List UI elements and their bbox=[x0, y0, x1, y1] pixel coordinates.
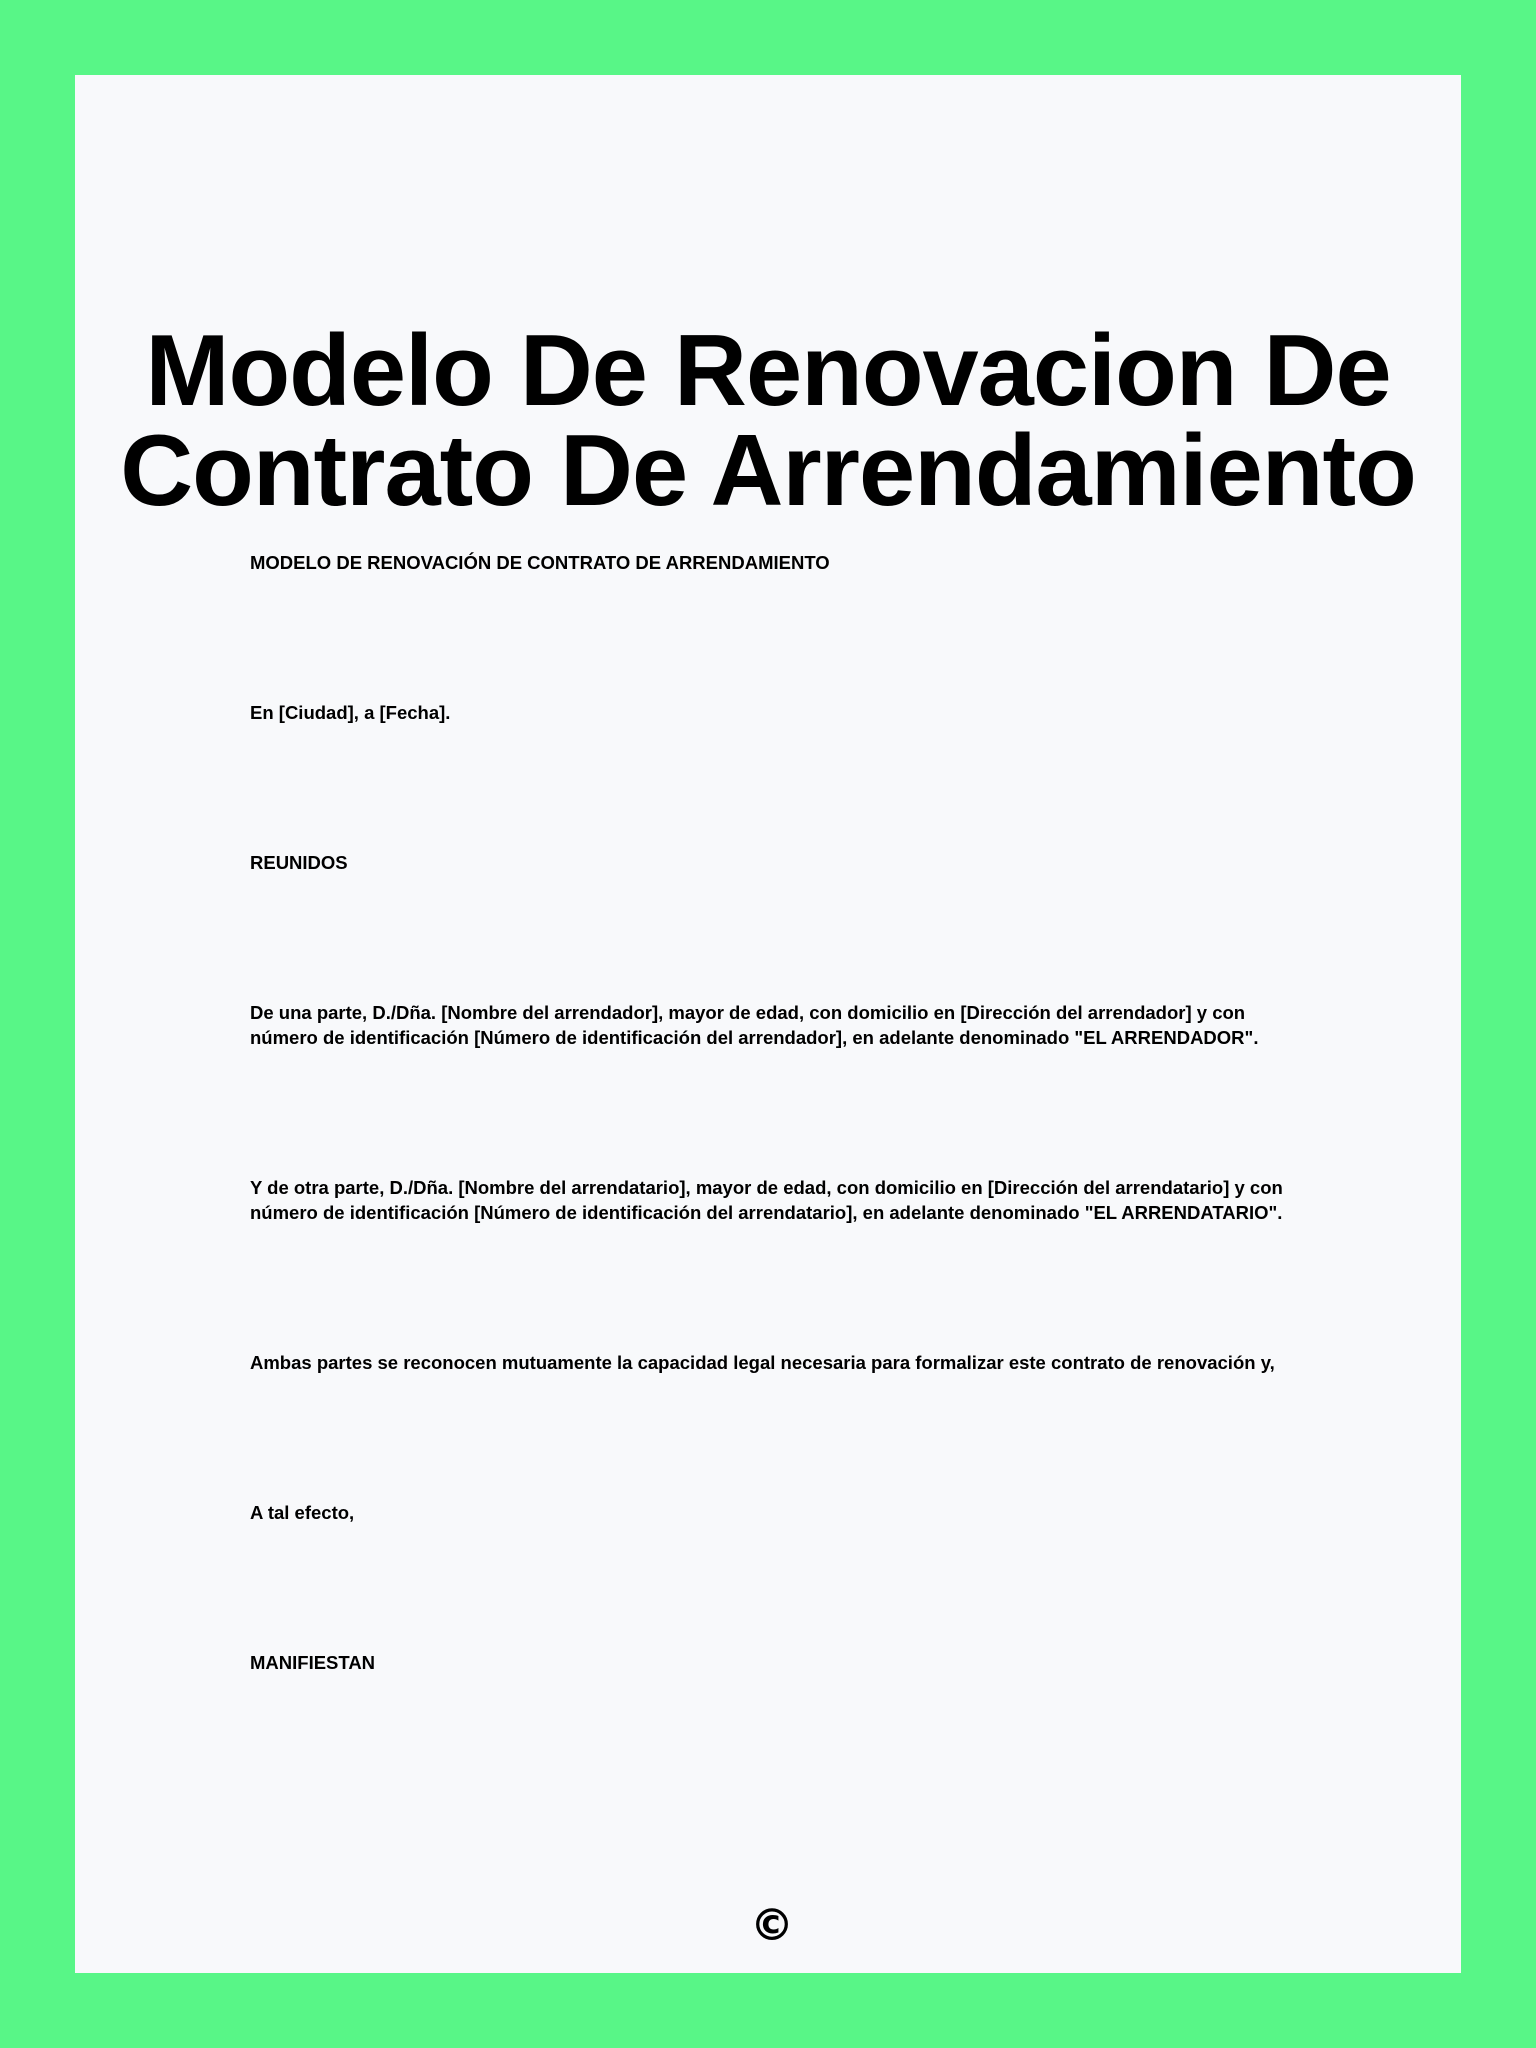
paragraph-arrendatario: Y de otra parte, D./Dña. [Nombre del arrendatario], mayor de edad, con domicilio en [Dirección del arrendatario] y con número de identificación [Número de identificación del arrendatario], en adelante denominado "EL ARRENDATARIO". bbox=[250, 1177, 1283, 1223]
paragraph-capacidad: Ambas partes se reconocen mutuamente la capacidad legal necesaria para formalizar este contrato de renovación y, bbox=[250, 1352, 1275, 1373]
document-body bbox=[250, 550, 1295, 1800]
document-page bbox=[75, 75, 1461, 1973]
paragraph-arrendador: De una parte, D./Dña. [Nombre del arrendador], mayor de edad, con domicilio en [Dirección del arrendador] y con número de identificación [Número de identificación del arrendador], en adelante denominado "EL ARRENDADOR". bbox=[250, 1002, 1259, 1048]
document-title-line-1: Modelo De Renovacion De bbox=[145, 315, 1391, 427]
document-title bbox=[75, 315, 1461, 527]
paragraph-manifiestan: MANIFIESTAN bbox=[250, 1652, 376, 1673]
paragraph-reunidos: REUNIDOS bbox=[250, 852, 348, 873]
copyright-icon: © bbox=[750, 1900, 794, 1951]
paragraph-place-date: En [Ciudad], a [Fecha]. bbox=[250, 702, 451, 723]
paragraph-a-tal-efecto: A tal efecto, bbox=[250, 1502, 355, 1523]
document-title-line-2: Contrato De Arrendamiento bbox=[120, 415, 1416, 527]
document-heading: MODELO DE RENOVACIÓN DE CONTRATO DE ARRENDAMIENTO bbox=[250, 552, 830, 573]
